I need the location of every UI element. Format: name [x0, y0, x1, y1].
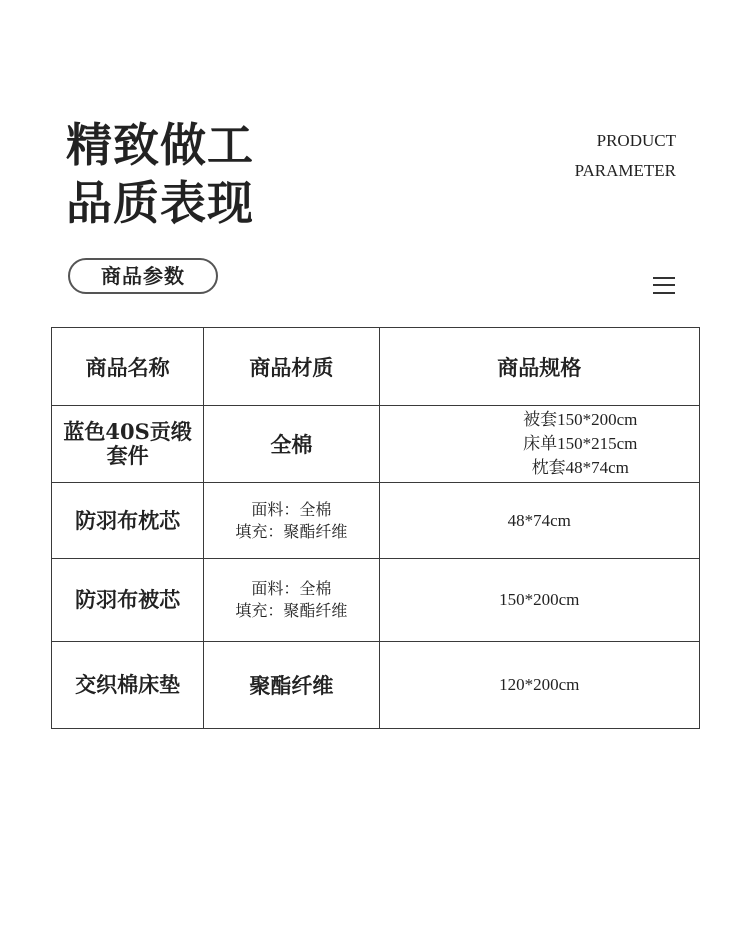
- header-cell-spec: 商品规格: [379, 328, 700, 406]
- spec-cell: 被套150*200cm 床单150*215cm 枕套48*74cm: [379, 406, 700, 483]
- spec-cell: 150*200cm: [379, 559, 700, 642]
- table-row: [52, 559, 700, 642]
- header-cell-name: 商品名称: [52, 328, 204, 406]
- section-badge: 商品参数: [68, 258, 218, 294]
- product-name-cell: 防羽布被芯: [52, 559, 204, 642]
- spec-table: [51, 327, 700, 729]
- product-name-cell: 蓝色40S贡缎 套件: [52, 406, 204, 483]
- material-cell: 全棉: [204, 406, 379, 483]
- english-title-line-1: PRODUCT: [596, 131, 676, 150]
- product-name-cell: 交织棉床垫: [52, 642, 204, 729]
- headline-line-1: 精致做工: [66, 118, 254, 172]
- headline-line-2: 品质表现: [66, 176, 254, 230]
- table-row: [52, 642, 700, 729]
- material-cell: 聚酯纤维: [204, 642, 379, 729]
- headline: [66, 116, 254, 232]
- material-cell: 面料：全棉 填充：聚酯纤维: [204, 483, 379, 559]
- spec-cell: 120*200cm: [379, 642, 700, 729]
- table-row: [52, 483, 700, 559]
- table-row: [52, 406, 700, 483]
- material-cell: 面料：全棉 填充：聚酯纤维: [204, 559, 379, 642]
- english-title: [575, 126, 676, 186]
- spec-cell: 48*74cm: [379, 483, 700, 559]
- hamburger-menu-icon[interactable]: [653, 276, 675, 296]
- header-cell-material: 商品材质: [204, 328, 379, 406]
- table-header-row: [52, 328, 700, 406]
- product-name-cell: 防羽布枕芯: [52, 483, 204, 559]
- english-title-line-2: PARAMETER: [574, 161, 676, 180]
